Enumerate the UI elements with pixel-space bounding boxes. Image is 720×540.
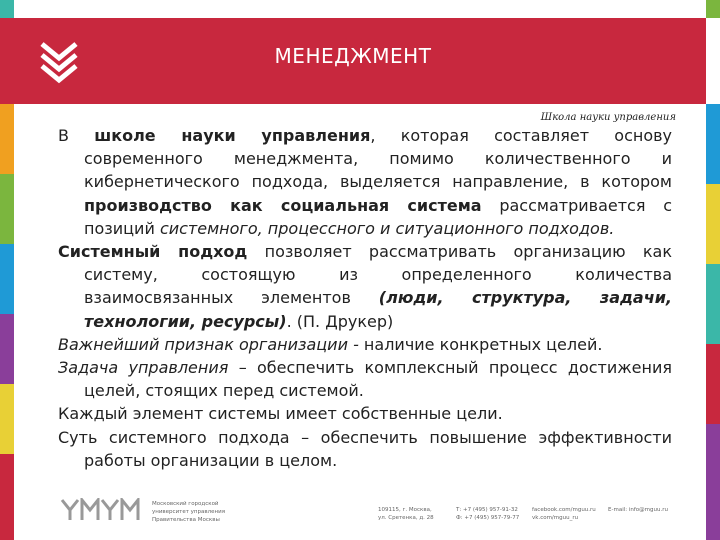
stripe-seg — [0, 384, 14, 454]
right-color-stripe — [706, 0, 720, 540]
text: позволяет рассматривать организацию как систему, состоящую из определенного количества взаимосвязанных элементов — [84, 242, 673, 308]
text-bold: школе науки управления — [94, 126, 371, 145]
footer-social: facebook.com/mguu.ru vk.com/mguu_ru — [532, 507, 596, 521]
text-italic: Важнейший признак организации - — [58, 334, 359, 354]
footer — [60, 494, 700, 530]
stripe-seg — [706, 264, 720, 344]
main-content — [58, 124, 672, 472]
stripe-seg — [0, 104, 14, 174]
page-title: МЕНЕДЖМЕНТ — [274, 44, 432, 68]
text-bold: производство как социальная система — [84, 195, 482, 215]
section-subtitle: Школа науки управления — [540, 112, 676, 123]
footer-phones: Т: +7 (495) 957-91-32 Ф: +7 (495) 957-79-77 — [456, 507, 520, 521]
paragraph-4 — [58, 356, 672, 402]
text: В — [58, 126, 95, 145]
stripe-seg — [706, 104, 720, 184]
text: рассматривается с позиций — [84, 195, 672, 238]
university-logo-icon — [60, 498, 142, 522]
stripe-seg — [0, 0, 14, 18]
text-italic: системного, процессного и ситуационного подходов. — [159, 218, 615, 238]
footer-logo-caption: Московский городской университет управления Правительства Москвы — [152, 501, 226, 523]
stripe-seg — [0, 314, 14, 384]
paragraph-6: Суть системного подхода – обеспечить повышение эффективности работы организации в целом. — [58, 427, 672, 470]
text: . (П. Друкер) — [286, 311, 394, 331]
stripe-seg — [706, 344, 720, 424]
paragraph-5: Каждый элемент системы имеет собственные цели. — [58, 404, 503, 424]
text: – обеспечить комплексный процесс достижения целей, стоящих перед системой. — [84, 358, 672, 401]
stripe-seg — [0, 454, 14, 540]
header-banner — [0, 18, 706, 104]
footer-address: 109115, г. Москва, ул. Сретенка, д. 28 — [378, 507, 434, 521]
paragraph-2 — [58, 240, 672, 333]
stripe-seg — [706, 184, 720, 264]
text: , которая составляет основу современного менеджмента, помимо количественного и кибернетического подхода, выделяется направление, в котором — [84, 126, 673, 192]
paragraph-3 — [58, 333, 672, 356]
stripe-seg — [706, 424, 720, 540]
stripe-seg — [0, 244, 14, 314]
stripe-seg — [706, 0, 720, 18]
text-bold: Системный подход — [58, 242, 248, 262]
footer-email: E-mail: info@mguu.ru — [608, 507, 668, 513]
text: наличие конкретных целей. — [358, 334, 603, 354]
text-italic: Задача управления — [58, 358, 229, 378]
stripe-seg — [0, 174, 14, 244]
text-bold-italic: (люди, структура, задачи, технологии, ресурсы) — [84, 288, 672, 331]
paragraph-1 — [58, 124, 672, 240]
